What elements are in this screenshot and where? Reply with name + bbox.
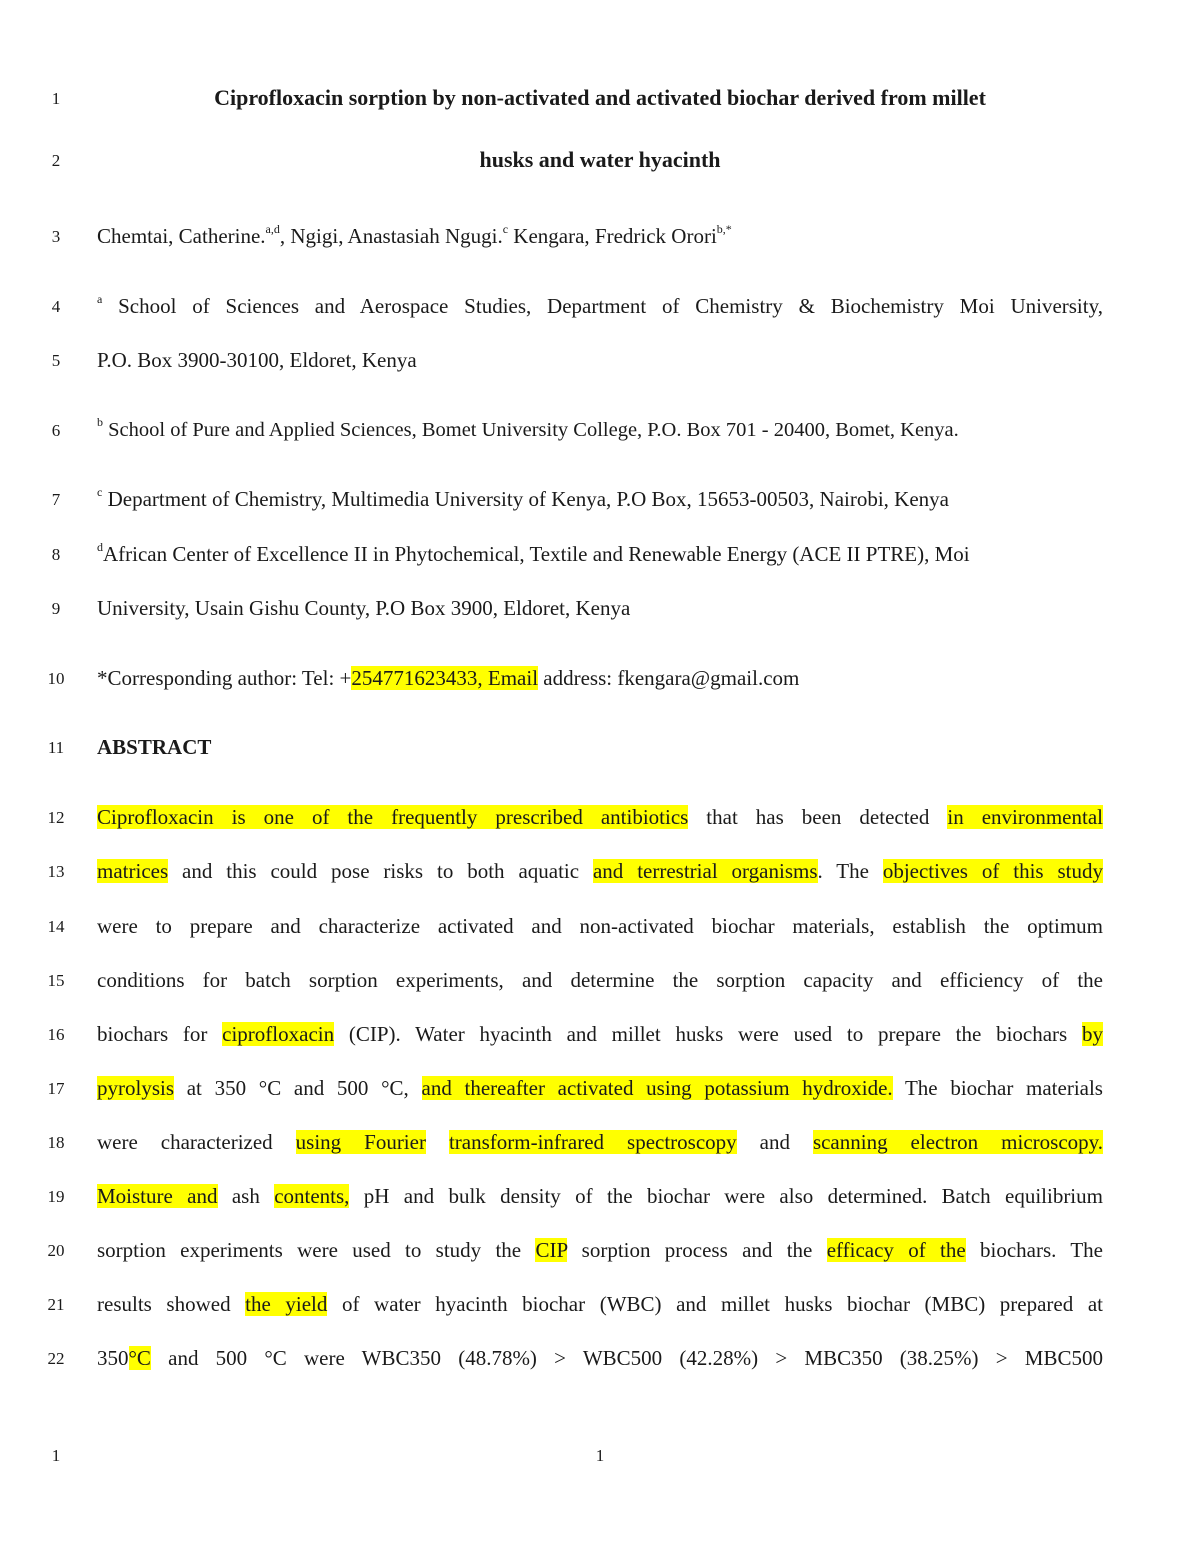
line-number: 18 — [47, 1133, 65, 1152]
abstract-line — [97, 1236, 1103, 1264]
abstract-text: at 350 °C and 500 °C, — [174, 1076, 422, 1100]
line-number: 21 — [47, 1295, 65, 1314]
affiliation-c — [97, 485, 1103, 513]
affiliation-d-marker: d — [97, 540, 103, 554]
footer-line-number: 1 — [51, 1446, 61, 1465]
author-1: Chemtai, Catherine. — [97, 224, 266, 248]
highlighted-text: matrices — [97, 859, 169, 883]
abstract-line — [97, 803, 1103, 831]
line-number: 7 — [51, 490, 61, 509]
line-number: 9 — [51, 599, 61, 618]
corresponding-suffix: address: fkengara@gmail.com — [538, 666, 800, 690]
line-number: 4 — [51, 297, 61, 316]
affiliation-d-line1 — [97, 540, 1103, 568]
abstract-text: that has been detected — [688, 805, 948, 829]
line-number: 3 — [51, 227, 61, 246]
author-list — [97, 222, 1103, 250]
line-number: 10 — [47, 669, 65, 688]
affiliation-a-line2: P.O. Box 3900-30100, Eldoret, Kenya — [97, 348, 417, 372]
abstract-text: sorption process and the — [567, 1238, 827, 1262]
line-number: 6 — [51, 421, 61, 440]
line-number: 16 — [47, 1025, 65, 1044]
highlighted-text: Moisture and — [97, 1184, 218, 1208]
abstract-line — [97, 1020, 1103, 1048]
author-1-affil: a,d — [265, 222, 280, 236]
highlighted-text: and thereafter activated using potassium hydroxide. — [421, 1076, 893, 1100]
abstract-text: . The — [817, 859, 883, 883]
affiliation-b-text: School of Pure and Applied Sciences, Bomet University College, P.O. Box 701 - 20400, Bomet, Kenya. — [103, 419, 959, 441]
line-number: 17 — [47, 1079, 65, 1098]
highlighted-text: ciprofloxacin — [222, 1022, 335, 1046]
line-number: 2 — [51, 151, 61, 170]
highlighted-text: scanning electron microscopy. — [812, 1130, 1104, 1154]
highlighted-text: efficacy of the — [826, 1238, 966, 1262]
abstract-text: of water hyacinth biochar (WBC) and millet husks biochar (MBC) prepared at — [327, 1292, 1103, 1316]
line-number: 20 — [47, 1241, 65, 1260]
affiliation-a-text: School of Sciences and Aerospace Studies, Department of Chemistry & Biochemistry Moi University, — [102, 294, 1103, 318]
line-number: 8 — [51, 545, 61, 564]
abstract-line — [97, 1074, 1103, 1102]
line-number: 11 — [47, 738, 65, 757]
paper-title-line2: husks and water hyacinth — [479, 147, 721, 172]
abstract-line — [97, 1290, 1103, 1318]
highlighted-text: CIP — [535, 1238, 568, 1262]
highlighted-text: °C — [128, 1346, 151, 1370]
affiliation-d-line2: University, Usain Gishu County, P.O Box 3900, Eldoret, Kenya — [97, 596, 631, 620]
abstract-line — [97, 857, 1103, 885]
highlighted-text: the yield — [245, 1292, 328, 1316]
abstract-text: 350 — [97, 1346, 129, 1370]
abstract-text: biochars for — [97, 1022, 223, 1046]
line-number: 1 — [51, 89, 61, 108]
line-number: 15 — [47, 971, 65, 990]
line-number: 14 — [47, 917, 65, 936]
abstract-heading: ABSTRACT — [97, 735, 212, 759]
highlighted-text: transform-infrared spectroscopy — [448, 1130, 737, 1154]
abstract-text: pH and bulk density of the biochar were also determined. Batch equilibrium — [349, 1184, 1103, 1208]
affiliation-c-text: Department of Chemistry, Multimedia University of Kenya, P.O Box, 15653-00503, Nairobi, Kenya — [102, 487, 949, 511]
abstract-text: were to prepare and characterize activated and non-activated biochar materials, establish the optimum — [97, 914, 1103, 938]
abstract-text: and 500 °C were WBC350 (48.78%) > WBC500 (42.28%) > MBC350 (38.25%) > MBC500 — [150, 1346, 1103, 1370]
affiliation-b — [97, 416, 1103, 444]
paper-title-line1: Ciprofloxacin sorption by non-activated and activated biochar derived from millet — [214, 85, 986, 110]
abstract-text: The biochar materials — [892, 1076, 1103, 1100]
line-number: 13 — [47, 862, 65, 881]
line-number: 19 — [47, 1187, 65, 1206]
highlighted-text: and terrestrial organisms — [592, 859, 818, 883]
abstract-line — [97, 912, 1103, 940]
corresponding-prefix: *Corresponding author: Tel: + — [97, 666, 352, 690]
abstract-line — [97, 1182, 1103, 1210]
author-2-affil: c — [502, 222, 509, 236]
highlighted-text: objectives of this study — [882, 859, 1103, 883]
abstract-text: sorption experiments were used to study the — [97, 1238, 536, 1262]
affiliation-a-marker: a — [97, 292, 103, 306]
abstract-text: and — [736, 1130, 813, 1154]
abstract-text: were characterized — [97, 1130, 296, 1154]
abstract-line — [97, 966, 1103, 994]
affiliation-a-line1 — [97, 292, 1103, 320]
affiliation-b-marker: b — [97, 415, 103, 430]
highlighted-text: by — [1081, 1022, 1103, 1046]
abstract-text: and this could pose risks to both aquatic — [168, 859, 593, 883]
abstract-text — [426, 1130, 449, 1154]
abstract-text: conditions for batch sorption experiments, and determine the sorption capacity and efficiency of the — [97, 968, 1103, 992]
author-3: Kengara, Fredrick Orori — [508, 224, 717, 248]
highlighted-text: using Fourier — [295, 1130, 426, 1154]
line-number: 22 — [47, 1349, 65, 1368]
abstract-text: results showed — [97, 1292, 246, 1316]
highlighted-text: Ciprofloxacin is one of the frequently prescribed antibiotics — [97, 805, 689, 829]
corresponding-author — [97, 664, 1103, 692]
abstract-text: (CIP). Water hyacinth and millet husks were used to prepare the biochars — [334, 1022, 1082, 1046]
affiliation-c-marker: c — [97, 485, 103, 499]
highlighted-text: contents, — [274, 1184, 350, 1208]
page-number: 1 — [595, 1446, 605, 1465]
line-number: 12 — [47, 808, 65, 827]
highlighted-text: pyrolysis — [97, 1076, 175, 1100]
abstract-text: ash — [217, 1184, 275, 1208]
affiliation-d-text: African Center of Excellence II in Phytochemical, Textile and Renewable Energy (ACE II PTRE), Moi — [103, 542, 970, 566]
abstract-line — [97, 1344, 1103, 1372]
abstract-text: biochars. The — [965, 1238, 1103, 1262]
highlighted-text: in environmental — [947, 805, 1103, 829]
abstract-line — [97, 1128, 1103, 1156]
author-3-affil: b,* — [716, 222, 732, 236]
author-2: , Ngigi, Anastasiah Ngugi. — [279, 224, 503, 248]
line-number: 5 — [51, 351, 61, 370]
corresponding-highlight: 254771623433, Email — [351, 666, 539, 690]
